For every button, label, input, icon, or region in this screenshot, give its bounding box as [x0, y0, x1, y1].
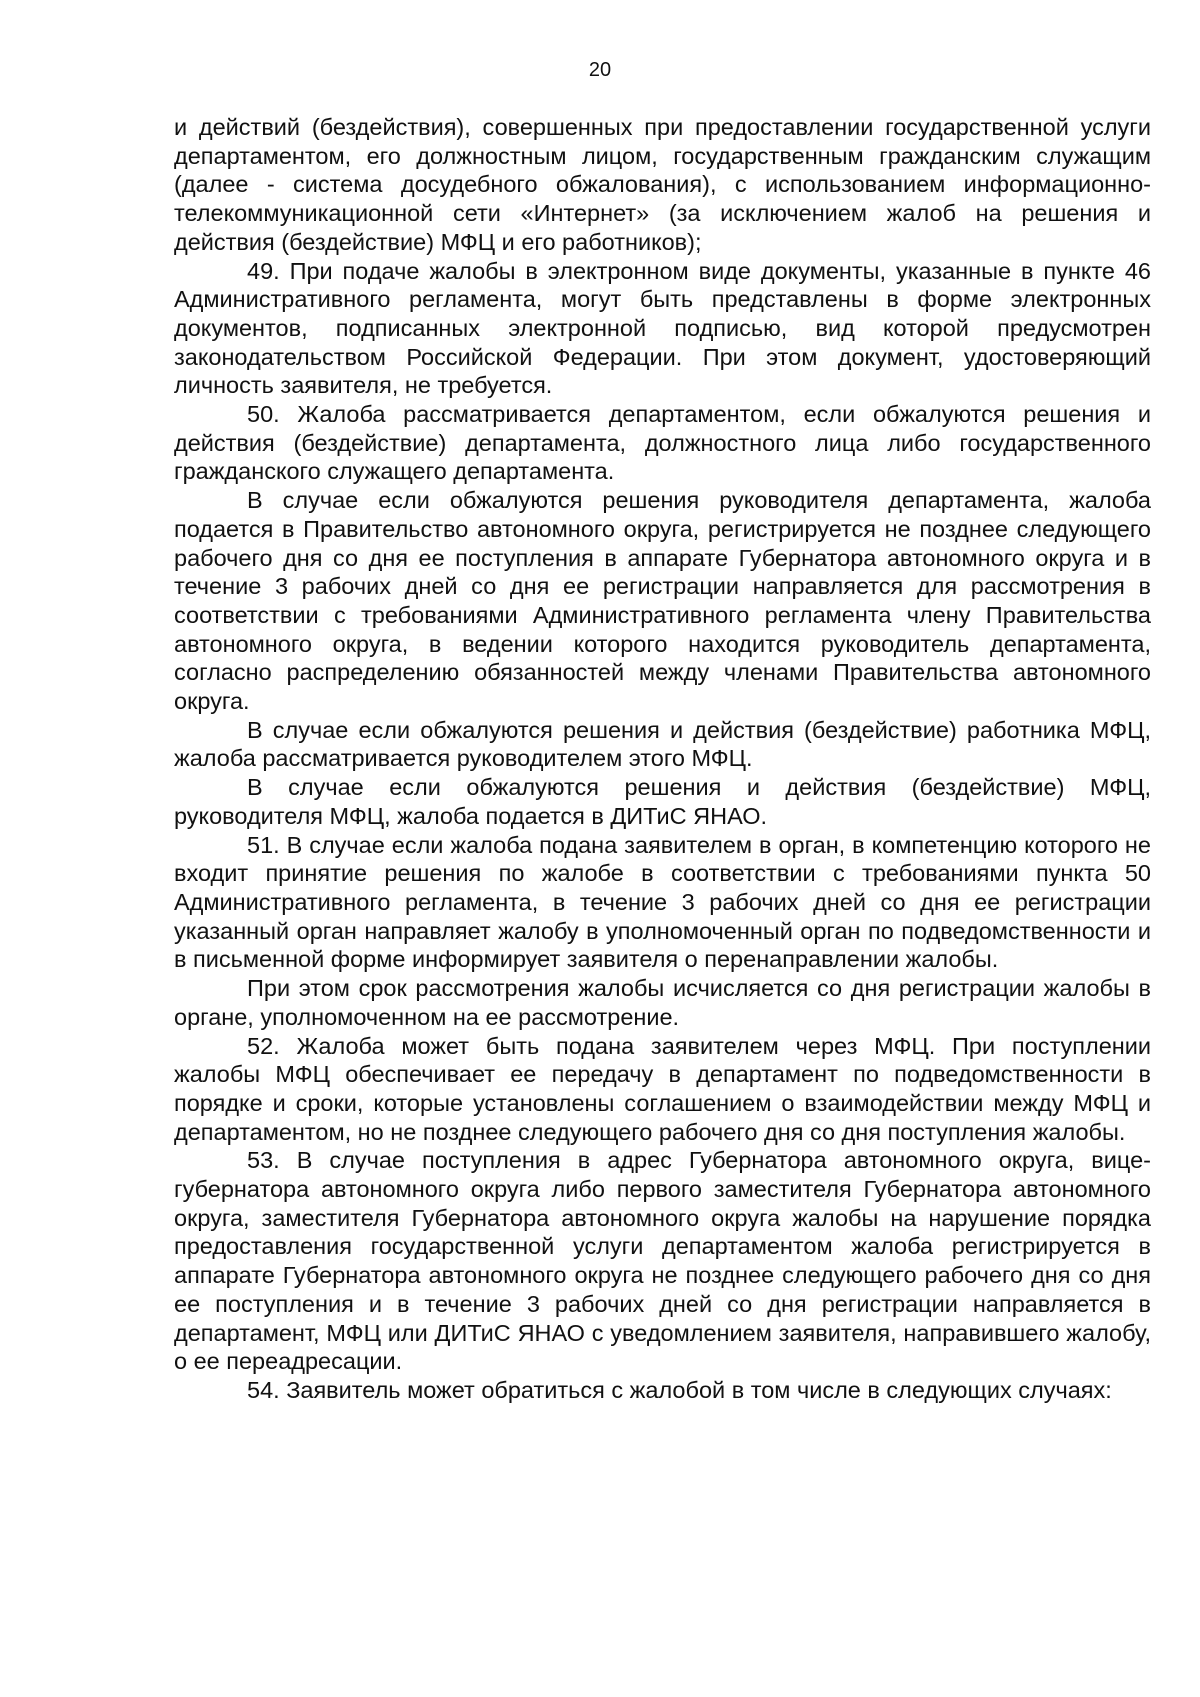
paragraph-continuation: и действий (бездействия), совершенных при предоставлении государственной услуги департаментом, его должностным лицом, государственным гражданским служащим (далее - система досудебного обжалования), с использованием информационно-телекоммуникационной сети «Интернет» (за исключением жалоб на решения и действия (бездействие) МФЦ и его работников);	[174, 114, 1151, 255]
paragraph-49: 49. При подаче жалобы в электронном виде документы, указанные в пункте 46 Административного регламента, могут быть представлены в форме электронных документов, подписанных электронной подписью, вид которой предусмотрен законодательством Российской Федерации. При этом документ, удостоверяющий личность заявителя, не требуется.	[174, 257, 1151, 399]
paragraph-51-term: При этом срок рассмотрения жалобы исчисляется со дня регистрации жалобы в органе, уполномоченном на ее рассмотрение.	[174, 975, 1151, 1030]
paragraph-50-mfc: В случае если обжалуются решения и действия (бездействие) МФЦ, руководителя МФЦ, жалоба подается в ДИТиС ЯНАО.	[174, 774, 1151, 829]
paragraph-52: 52. Жалоба может быть подана заявителем через МФЦ. При поступлении жалобы МФЦ обеспечивает ее передачу в департамент по подведомственности в порядке и сроки, которые установлены соглашением о взаимодействии между МФЦ и департаментом, но не позднее следующего рабочего дня со дня поступления жалобы.	[174, 1032, 1151, 1145]
paragraph-50-director: В случае если обжалуются решения руководителя департамента, жалоба подается в Правительство автономного округа, регистрируется не позднее следующего рабочего дня со дня ее поступления в аппарате Губернатора автономного округа и в течение 3 рабочих дней со дня ее регистрации направляется для рассмотрения в соответствии с требованиями Административного регламента члену Правительства автономного округа, в ведении которого находится руководитель департамента, согласно распределению обязанностей между членами Правительства автономного округа.	[174, 487, 1151, 715]
paragraph-51: 51. В случае если жалоба подана заявителем в орган, в компетенцию которого не входит принятие решения по жалобе в соответствии с требованиями пункта 50 Административного регламента, в течение 3 рабочих дней со дня ее регистрации указанный орган направляет жалобу в уполномоченный орган по подведомственности и в письменной форме информирует заявителя о перенаправлении жалобы.	[174, 831, 1151, 973]
paragraph-54: 54. Заявитель может обратиться с жалобой в том числе в следующих случаях:	[247, 1376, 1112, 1403]
page-number: 20	[588, 59, 612, 81]
document-body	[174, 113, 1151, 1405]
paragraph-53: 53. В случае поступления в адрес Губернатора автономного округа, вице-губернатора автономного округа либо первого заместителя Губернатора автономного округа, заместителя Губернатора автономного округа жалобы на нарушение порядка предоставления государственной услуги департаментом жалоба регистрируется в аппарате Губернатора автономного округа не позднее следующего рабочего дня со дня ее поступления и в течение 3 рабочих дней со дня регистрации направляется в департамент, МФЦ или ДИТиС ЯНАО с уведомлением заявителя, направившего жалобу, о ее переадресации.	[174, 1147, 1151, 1375]
paragraph-50-mfc-worker: В случае если обжалуются решения и действия (бездействие) работника МФЦ, жалоба рассматривается руководителем этого МФЦ.	[174, 716, 1151, 772]
paragraph-50: 50. Жалоба рассматривается департаментом, если обжалуются решения и действия (бездействие) департамента, должностного лица либо государственного гражданского служащего департамента.	[174, 401, 1151, 485]
